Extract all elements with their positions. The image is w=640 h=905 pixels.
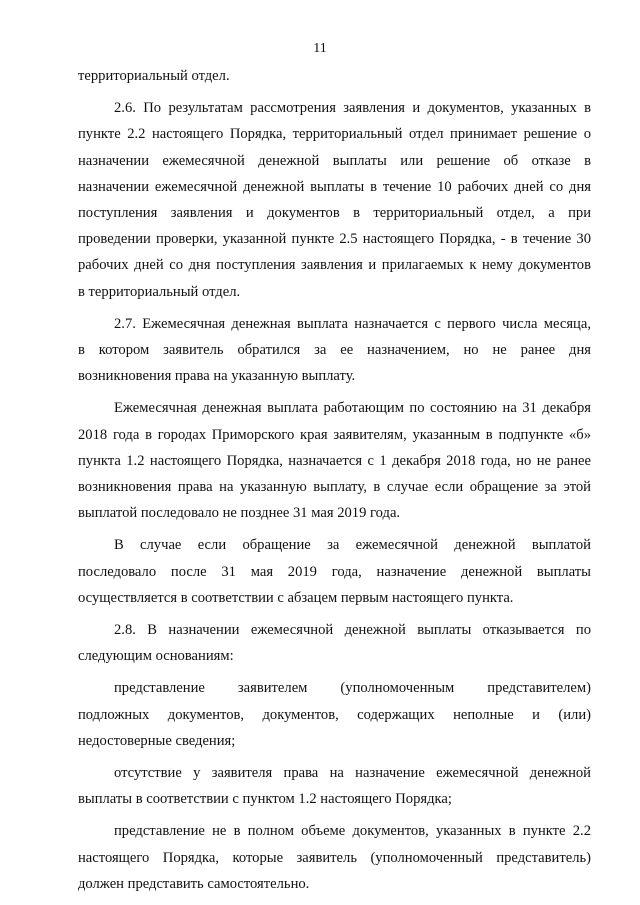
document-body (78, 63, 591, 897)
text-line: рабочих дней со дня поступления заявления и прилагаемых к нему документов (78, 257, 591, 274)
text-line: настоящего Порядка, которые заявитель (уполномоченный представитель) (78, 849, 591, 866)
text-line: выплаты в соответствии с пунктом 1.2 настоящего Порядка; (78, 791, 452, 808)
paragraph (78, 63, 591, 89)
text-line: Ежемесячная денежная выплата работающим по состоянию на 31 декабря (114, 400, 591, 417)
text-line: 2018 года в городах Приморского края заявителям, указанным в подпункте «б» (78, 426, 591, 443)
text-line: представление заявителем (уполномоченным представителем) (114, 680, 591, 697)
text-line: возникновения права на указанную выплату. (78, 368, 356, 385)
paragraph (78, 818, 591, 897)
text-line: в территориальный отдел. (78, 283, 241, 300)
text-line: следующим основаниям: (78, 648, 234, 665)
text-line: подложных документов, документов, содержащих неполные и (или) (78, 706, 591, 723)
text-line: должен представить самостоятельно. (78, 875, 310, 892)
text-line: проведении проверки, указанной пункте 2.5 настоящего Порядка, - в течение 30 (78, 231, 591, 248)
paragraph (78, 95, 591, 305)
text-line: отсутствие у заявителя права на назначение ежемесячной денежной (114, 765, 591, 782)
text-line: в котором заявитель обратился за ее назначением, но не ранее дня (78, 342, 591, 359)
text-line: возникновения права на указанную выплату, в случае если обращение за этой (78, 479, 591, 496)
text-line: представление не в полном объеме документов, указанных в пункте 2.2 (114, 823, 591, 840)
paragraph (78, 617, 591, 669)
text-line: последовало после 31 мая 2019 года, назначение денежной выплаты (78, 563, 591, 580)
text-line: пункта 1.2 настоящего Порядка, назначается с 1 декабря 2018 года, но не ранее (78, 452, 591, 469)
text-line: 2.8. В назначении ежемесячной денежной выплаты отказывается по (114, 622, 591, 639)
text-line: поступления заявления и документов в территориальный отдел, а при (78, 205, 591, 222)
paragraph (78, 395, 591, 526)
text-line: 2.7. Ежемесячная денежная выплата назначается с первого числа месяца, (114, 315, 591, 332)
text-line: назначении ежемесячной денежной выплаты в течение 10 рабочих дней со дня (78, 178, 591, 195)
text-line: недостоверные сведения; (78, 732, 236, 749)
paragraph (78, 760, 591, 812)
text-line: В случае если обращение за ежемесячной денежной выплатой (114, 537, 591, 554)
paragraph (78, 532, 591, 611)
paragraph (78, 311, 591, 390)
text-line: осуществляется в соответствии с абзацем первым настоящего пункта. (78, 589, 514, 606)
text-line: территориальный отдел. (78, 68, 230, 84)
text-line: назначении ежемесячной денежной выплаты или решение об отказе в (78, 152, 591, 169)
text-line: пункте 2.2 настоящего Порядка, территориальный отдел принимает решение о (78, 126, 591, 143)
paragraph (78, 675, 591, 754)
text-line: выплатой последовало не позднее 31 мая 2019 года. (78, 505, 401, 522)
text-line: 2.6. По результатам рассмотрения заявления и документов, указанных в (114, 100, 591, 117)
page-number: 11 (313, 41, 327, 56)
